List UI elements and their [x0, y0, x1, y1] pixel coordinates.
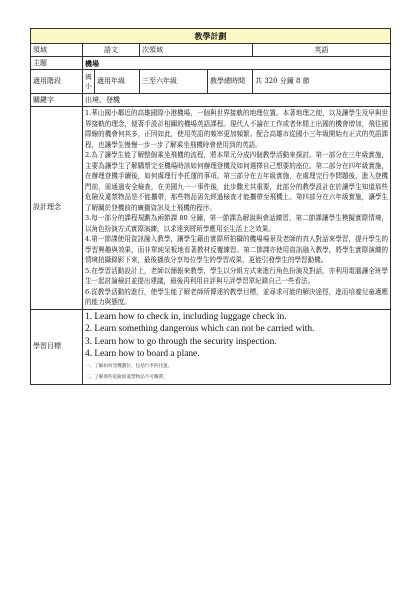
subdomain-value: 英語: [253, 44, 391, 57]
stage-row: [31, 70, 391, 94]
design-paragraph: 2.為了讓學生能了解整個乘坐飛機的流程，將本單元分成四個教學活動來探討。第一部分在三年級實施，主要為讓學生了解購票完至機場時該如何辦理登機及如何選擇自己想要的座位。第二部分在四年級實施，在辦理登機手續後，如何處理行李托運的事項。第三部分在五年級實施，在處理完行李問題後，進入登機門前，需通過安全檢查，在美國九一一事件後，此步驟尤其重要，此部分的教學設計在於讓學生知道那些危險及違禁物品是不能攜帶，那些物品需先經過檢查才能攜帶至飛機上。第四部分在六年級實施，讓學生了解關於登機前的廣播資訊及上飛機的程序。: [85, 151, 389, 212]
goals-row: [31, 309, 391, 384]
domain-row: [31, 44, 391, 57]
goal-item: 4. Learn how to board a plane.: [85, 349, 200, 359]
goal-item-zh: 二、了解那些危險與違禁物品不可攜帶。: [85, 374, 168, 380]
design-text: [85, 107, 388, 309]
keywords-value: 出境、登機: [83, 94, 391, 107]
goal-item-zh: 一、了解如何登機劃位，包括行李的托運。: [85, 363, 173, 369]
subdomain-label: 次領域: [140, 44, 253, 57]
theme-row: [31, 57, 391, 70]
page-title: 教學計劃: [31, 29, 391, 44]
design-paragraph: 3.每一部分的課程規劃為兩節課 80 分鐘，第一節課為解說與會話練習，第二節課讓學生模擬實際情境，以角色扮演方式實際演練，以求達到將所學應用至生活上之效果。: [85, 214, 389, 233]
keywords-label: 關鍵字: [31, 94, 83, 107]
goals-content: [83, 309, 391, 384]
stage-value: [83, 70, 95, 94]
grade-value: 三至六年級: [140, 70, 208, 94]
time-value: 共 320 分鐘 8 節: [253, 70, 391, 94]
design-paragraph: 1.華山國小鄰近的高雄國際小港機場，一個與世界接軌的地理位置。本著地理之便，以及讓學生及早與世界接軌的理念，便著手設計相關的機場英語課程。現代人不論在工作或者休閒上出國的機會增加，飛往國際線的機會何其多，正因如此，使用英語的頻率更加頻繁。配合高雄市從國小三年級開始有正式的英語課程，也讓學生慢慢一步一步了解乘坐飛機時會使用到的英語。: [85, 109, 389, 149]
title-row: [31, 29, 391, 44]
design-label: 設計理念: [31, 107, 83, 310]
goals-chinese: [85, 361, 388, 383]
lesson-plan-sheet: [30, 28, 390, 385]
grade-label: 適用年級: [95, 70, 140, 94]
goals-english: [85, 311, 388, 361]
keywords-row: [31, 94, 391, 107]
design-paragraph: 5.在學習活動設計上，老師以簡報來教學，學生以分組方式來進行角色扮演及對話，亦利用電腦讓全班學生一起討論檢討並提出建議，最後再利用自評與互評學習單紀錄自己一些看法。: [85, 266, 389, 285]
stage-char-1: 國: [85, 72, 92, 81]
goal-item: 2. Learn something dangerous which can not be carried with.: [85, 324, 315, 334]
lesson-plan-table: [30, 28, 391, 385]
time-label: 教學總時間: [208, 70, 253, 94]
stage-label: 適用階段: [31, 70, 83, 94]
design-paragraph: 4.第一節課使用資訊融入教學，讓學生藉由實際所拍攝的機場場景及老師的真人對話來學習，提升學生的學習興趣與效果，而非單純呆板地看著教材反覆練習。第二節課亦使用資訊融入教學，將學生實際演練的情境拍攝錄影下來，最後播放分享每位學生的學習成果，更能引發學生的學習動機。: [85, 235, 389, 264]
domain-value: 語文: [83, 44, 140, 57]
goal-item: 1. Learn how to check in, including luggage check in.: [85, 311, 287, 322]
stage-char-2: 小: [85, 81, 92, 90]
theme-value: 機場: [83, 57, 391, 70]
goals-label: 學習目標: [31, 309, 83, 384]
design-row: [31, 107, 391, 310]
design-content: [83, 107, 391, 310]
design-paragraph: 6.從教學活動的進行，使學生能了解老師所傳達的教學目標，並尋求可能的解決途徑，進而培養兒童適應的能力與態度。: [85, 287, 389, 306]
domain-label: 領域: [31, 44, 83, 57]
theme-label: 主題: [31, 57, 83, 70]
goal-item: 3. Learn how to go through the security inspection.: [85, 336, 277, 347]
